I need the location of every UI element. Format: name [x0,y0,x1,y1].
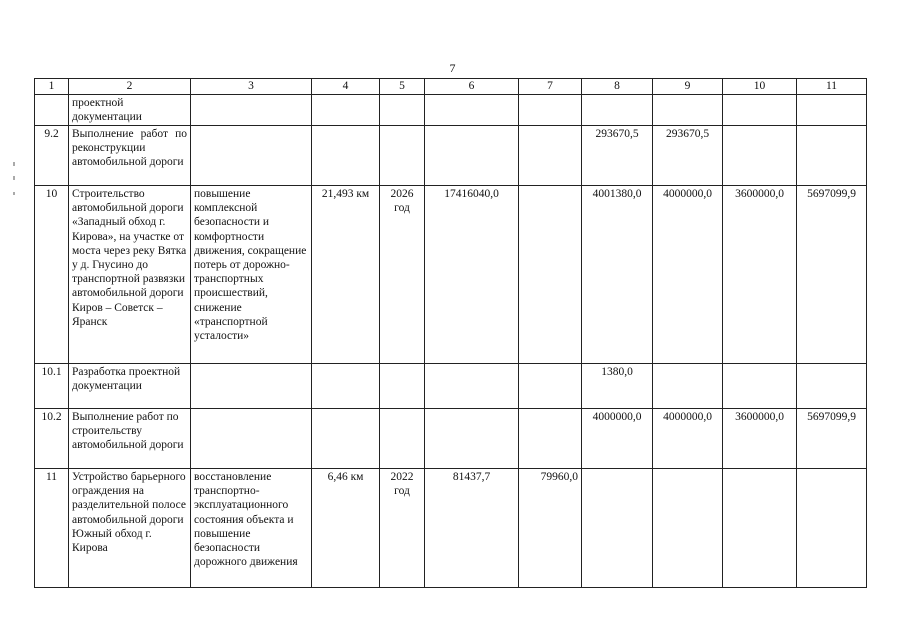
value-cell: 5697099,9 [797,409,867,469]
column-header: 6 [425,79,519,95]
value-cell: 4000000,0 [653,409,723,469]
year-cell [380,126,425,186]
value-cell: 4000000,0 [653,186,723,364]
purpose-cell [191,364,312,409]
year-cell [380,409,425,469]
value-cell [519,126,582,186]
value-cell [582,95,653,126]
purpose-cell [191,126,312,186]
value-cell [519,95,582,126]
page-number: 7 [449,61,456,75]
year-cell [380,364,425,409]
capacity-cell [312,409,380,469]
value-cell [653,364,723,409]
value-cell [519,364,582,409]
cost-cell [425,95,519,126]
cost-cell: 81437,7 [425,469,519,588]
value-cell: 293670,5 [582,126,653,186]
item-name-cell: Выполнение работ по реконструкции автомобильной дороги [69,126,191,186]
capacity-cell: 6,46 км [312,469,380,588]
cost-cell [425,364,519,409]
cost-cell: 17416040,0 [425,186,519,364]
column-header: 9 [653,79,723,95]
item-name-cell: Выполнение работ по строительству автомобильной дороги [69,409,191,469]
value-cell [519,186,582,364]
value-cell [723,126,797,186]
value-cell [519,409,582,469]
value-cell [653,469,723,588]
value-cell [797,126,867,186]
table-row [35,409,867,469]
value-cell [797,364,867,409]
table-row [35,126,867,186]
column-header: 5 [380,79,425,95]
value-cell: 293670,5 [653,126,723,186]
value-cell: 3600000,0 [723,186,797,364]
item-number-cell: 9.2 [35,126,69,186]
investment-table [34,78,867,588]
column-header: 1 [35,79,69,95]
table-row [35,186,867,364]
capacity-cell [312,364,380,409]
table-row [35,469,867,588]
column-header: 10 [723,79,797,95]
value-cell: 3600000,0 [723,409,797,469]
value-cell: 5697099,9 [797,186,867,364]
value-cell [653,95,723,126]
item-name-cell: проектной документации [69,95,191,126]
item-name-cell: Строительство автомобильной дороги «Западный обход г. Кирова», на участке от моста через реку Вятка у д. Гнусино до транспортной развязки автомобильной дороги Киров – Советск – Яранск [69,186,191,364]
value-cell: 79960,0 [519,469,582,588]
column-header: 8 [582,79,653,95]
cost-cell [425,409,519,469]
column-number-row [35,79,867,95]
item-number-cell: 11 [35,469,69,588]
scan-noise-marks [12,160,18,200]
capacity-cell [312,95,380,126]
purpose-cell [191,95,312,126]
value-cell [723,469,797,588]
year-cell [380,95,425,126]
item-number-cell: 10 [35,186,69,364]
item-name-cell: Разработка проектной документации [69,364,191,409]
column-header: 7 [519,79,582,95]
item-number-cell [35,95,69,126]
capacity-cell: 21,493 км [312,186,380,364]
year-cell: 2022 год [380,469,425,588]
purpose-cell: повышение комплексной безопасности и комфортности движения, сокращение потерь от дорожно-транспортных происшествий, снижение «транспортной усталости» [191,186,312,364]
column-header: 3 [191,79,312,95]
column-header: 4 [312,79,380,95]
table-header [35,79,867,95]
item-name-cell: Устройство барьерного ограждения на разделительной полосе автомобильной дороги Южный обход г. Кирова [69,469,191,588]
column-header: 11 [797,79,867,95]
purpose-cell: восстановление транспортно-эксплуатационного состояния объекта и повышение безопасности дорожного движения [191,469,312,588]
capacity-cell [312,126,380,186]
table-row [35,364,867,409]
value-cell [582,469,653,588]
cost-cell [425,126,519,186]
value-cell: 4001380,0 [582,186,653,364]
value-cell [797,469,867,588]
value-cell [723,364,797,409]
item-number-cell: 10.1 [35,364,69,409]
value-cell [797,95,867,126]
value-cell: 4000000,0 [582,409,653,469]
year-cell: 2026 год [380,186,425,364]
column-header: 2 [69,79,191,95]
table-row [35,95,867,126]
value-cell: 1380,0 [582,364,653,409]
item-number-cell: 10.2 [35,409,69,469]
value-cell [723,95,797,126]
purpose-cell [191,409,312,469]
